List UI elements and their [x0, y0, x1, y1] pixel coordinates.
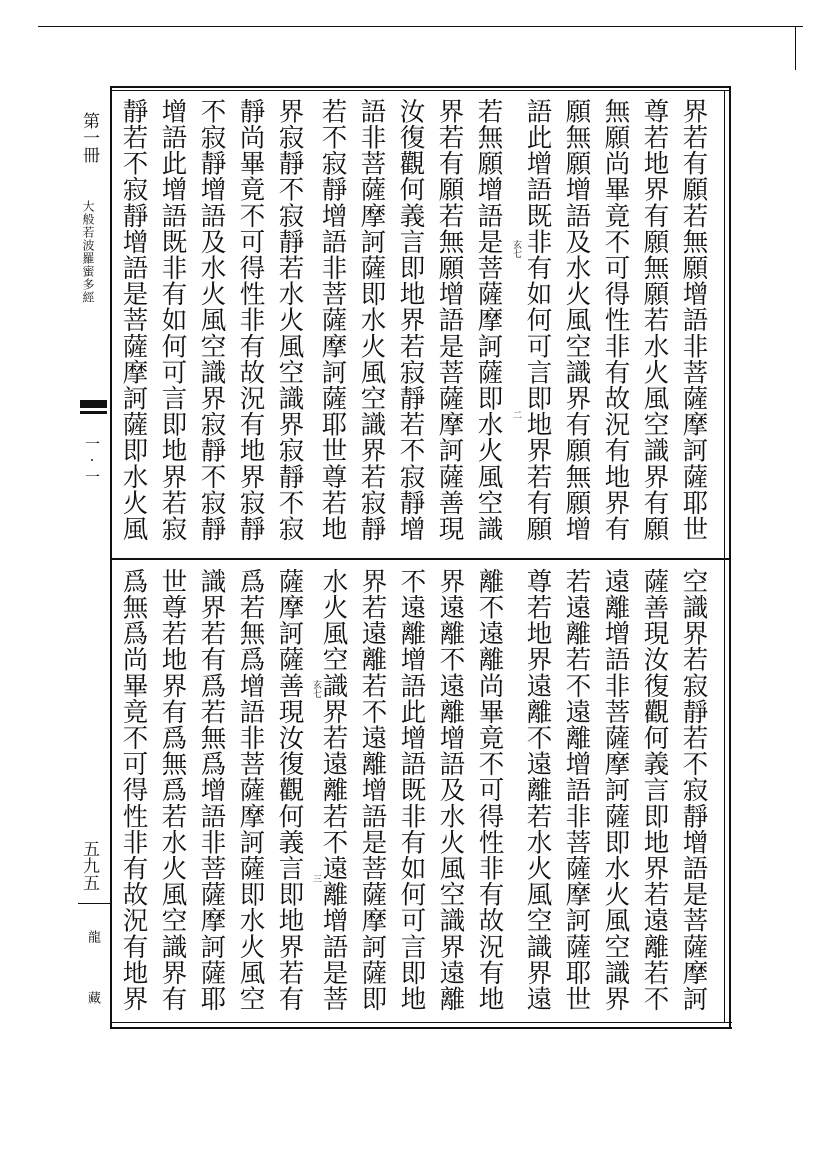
- lower-note-1: 玄七: [311, 680, 321, 698]
- volume-label: 第一冊: [79, 112, 99, 163]
- lower-column-12: 爲若無爲增語非菩薩摩訶薩即水火風空: [235, 568, 266, 1012]
- lower-column-1: 空識界若寂靜若不寂靜增語是菩薩摩訶: [678, 568, 709, 1012]
- upper-column-15: 靜若不寂靜增語是菩薩摩訶薩即水火風: [118, 98, 149, 542]
- edition-label: 龍藏: [85, 930, 100, 1052]
- lower-column-15: 爲無爲尚畢竟不可得性非有故況有地界: [118, 568, 149, 1012]
- frame-right-outer: [729, 86, 731, 1029]
- upper-column-1: 界若有願若無願增語非菩薩摩訶薩耶世: [678, 98, 709, 542]
- lower-column-4: 若遠離若不遠離增語非菩薩摩訶薩耶世: [561, 568, 592, 1012]
- lower-column-8: 不遠離增語此增語既非有如何可言即地: [396, 568, 427, 1012]
- frame-top-outer: [110, 86, 730, 88]
- lower-column-6: 離不遠離尚畢竟不可得性非有故況有地: [474, 568, 505, 1012]
- margin-tab-mark-2: [80, 411, 107, 414]
- lower-column-5: 尊若地界遠離不遠離若水火風空識界遠: [522, 568, 553, 1012]
- frame-bottom-inner: [110, 1022, 732, 1023]
- upper-column-7: 界若有願若無願增語是菩薩摩訶薩善現: [434, 98, 465, 542]
- upper-column-13: 不寂靜增語及水火風空識界寂靜不寂靜: [196, 98, 227, 542]
- upper-column-4: 願無願增語及水火風空識界有願無願增: [561, 98, 592, 542]
- lower-column-11: 薩摩訶薩善現汝復觀何義言即地界若有: [274, 568, 305, 1012]
- lower-note-2: 三: [311, 874, 321, 883]
- upper-column-10: 若不寂靜增語非菩薩摩訶薩耶世尊若地: [317, 98, 348, 542]
- upper-column-3: 無願尚畢竟不可得性非有故況有地界有: [600, 98, 631, 542]
- upper-note-2: 二: [511, 410, 521, 419]
- section-label: 一·一: [83, 436, 101, 484]
- right-edge-mark: [795, 26, 796, 70]
- upper-column-5: 語此增語既非有如何可言即地界若有願: [522, 98, 553, 542]
- sutra-title: 大般若波羅蜜多經: [81, 200, 95, 304]
- upper-column-12: 靜尚畢竟不可得性非有故況有地界寂靜: [235, 98, 266, 542]
- lower-column-3: 遠離增語非菩薩摩訶薩即水火風空識界: [600, 568, 631, 1012]
- frame-middle-rule: [110, 558, 730, 560]
- upper-column-2: 尊若地界有願無願若水火風空識界有願: [639, 98, 670, 542]
- lower-column-9: 界若遠離若不遠離增語是菩薩摩訶薩即: [357, 568, 388, 1012]
- upper-column-9: 語非菩薩摩訶薩即水火風空識界若寂靜: [356, 98, 387, 542]
- margin-rule: [78, 903, 110, 904]
- frame-top-inner: [110, 90, 730, 91]
- upper-note-1: 玄七: [511, 240, 521, 258]
- upper-column-6: 若無願增語是菩薩摩訶薩即水火風空識: [473, 98, 504, 542]
- frame-bottom-outer: [110, 1027, 732, 1029]
- upper-column-11: 界寂靜不寂靜若水火風空識界寂靜不寂: [274, 98, 305, 542]
- top-rule: [38, 26, 803, 27]
- upper-column-14: 增語此增語既非有如何可言即地界若寂: [157, 98, 188, 542]
- upper-column-8: 汝復觀何義言即地界若寂靜若不寂靜增: [395, 98, 426, 542]
- frame-left: [110, 86, 112, 1029]
- lower-column-14: 世尊若地界有爲無爲若水火風空識界有: [157, 568, 188, 1012]
- lower-column-13: 識界若有爲若無爲增語非菩薩摩訶薩耶: [196, 568, 227, 1012]
- lower-column-7: 界遠離不遠離增語及水火風空識界遠離: [435, 568, 466, 1012]
- page-number: 五九五: [79, 840, 99, 891]
- frame-right-inner: [724, 90, 725, 1023]
- lower-column-10: 水火風空識界若遠離若不遠離增語是菩: [318, 568, 349, 1012]
- margin-tab-mark: [80, 400, 107, 408]
- lower-column-2: 薩善現汝復觀何義言即地界若遠離若不: [639, 568, 670, 1012]
